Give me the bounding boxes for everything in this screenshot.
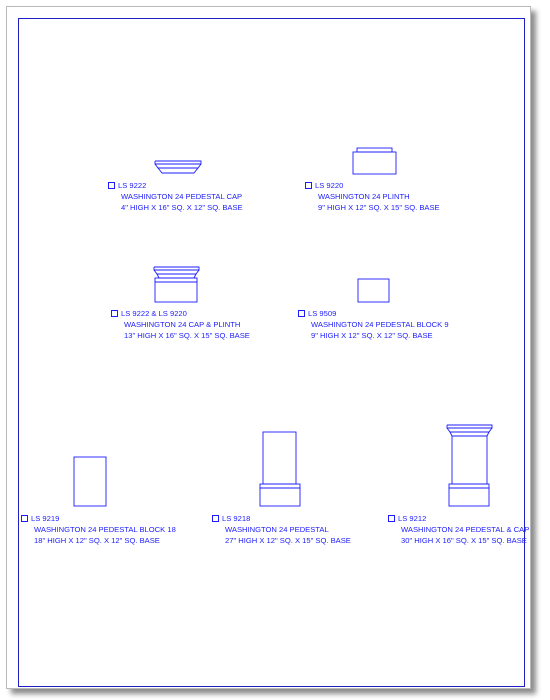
product-code: LS 9509 [308, 309, 337, 318]
product-label [212, 513, 351, 546]
product-name: WASHINGTON 24 PEDESTAL & CAP [401, 525, 530, 534]
pedestal-drawing [259, 431, 303, 509]
drawing-sheet [6, 6, 531, 689]
select-checkbox[interactable] [305, 182, 312, 189]
product-label [111, 308, 250, 341]
product-dimensions: 18" HIGH X 12" SQ. X 12" SQ. BASE [34, 536, 160, 545]
product-label [21, 513, 176, 546]
select-checkbox[interactable] [21, 515, 28, 522]
product-dimensions: 30" HIGH X 16" SQ. X 15" SQ. BASE [401, 536, 527, 545]
select-checkbox[interactable] [388, 515, 395, 522]
select-checkbox[interactable] [111, 310, 118, 317]
pedestal-cap-combo-drawing [446, 424, 494, 508]
product-code: LS 9222 [118, 181, 147, 190]
product-label [305, 180, 440, 213]
product-code: LS 9220 [315, 181, 344, 190]
product-name: WASHINGTON 24 PEDESTAL BLOCK 18 [34, 525, 176, 534]
select-checkbox[interactable] [298, 310, 305, 317]
product-dimensions: 27" HIGH X 12" SQ. X 15" SQ. BASE [225, 536, 351, 545]
product-label [298, 308, 449, 341]
product-dimensions: 13" HIGH X 16" SQ. X 15" SQ. BASE [124, 331, 250, 340]
product-code: LS 9219 [31, 514, 60, 523]
product-label [388, 513, 529, 546]
cap-plinth-drawing [153, 266, 201, 304]
product-dimensions: 9" HIGH X 12" SQ. X 12" SQ. BASE [311, 331, 433, 340]
product-dimensions: 9" HIGH X 12" SQ. X 15" SQ. BASE [318, 203, 440, 212]
product-label [108, 180, 243, 213]
product-dimensions: 4" HIGH X 16" SQ. X 12" SQ. BASE [121, 203, 243, 212]
drawing-border [18, 18, 525, 687]
product-name: WASHINGTON 24 PEDESTAL [225, 525, 329, 534]
product-code: LS 9222 & LS 9220 [121, 309, 187, 318]
pedestal-block-9-drawing [357, 278, 391, 304]
pedestal-cap-drawing [154, 160, 202, 176]
plinth-drawing [352, 147, 398, 177]
product-name: WASHINGTON 24 CAP & PLINTH [124, 320, 241, 329]
select-checkbox[interactable] [212, 515, 219, 522]
product-name: WASHINGTON 24 PLINTH [318, 192, 410, 201]
product-name: WASHINGTON 24 PEDESTAL BLOCK 9 [311, 320, 449, 329]
pedestal-block-18-drawing [73, 456, 108, 508]
product-code: LS 9218 [222, 514, 251, 523]
product-code: LS 9212 [398, 514, 427, 523]
select-checkbox[interactable] [108, 182, 115, 189]
product-name: WASHINGTON 24 PEDESTAL CAP [121, 192, 243, 201]
